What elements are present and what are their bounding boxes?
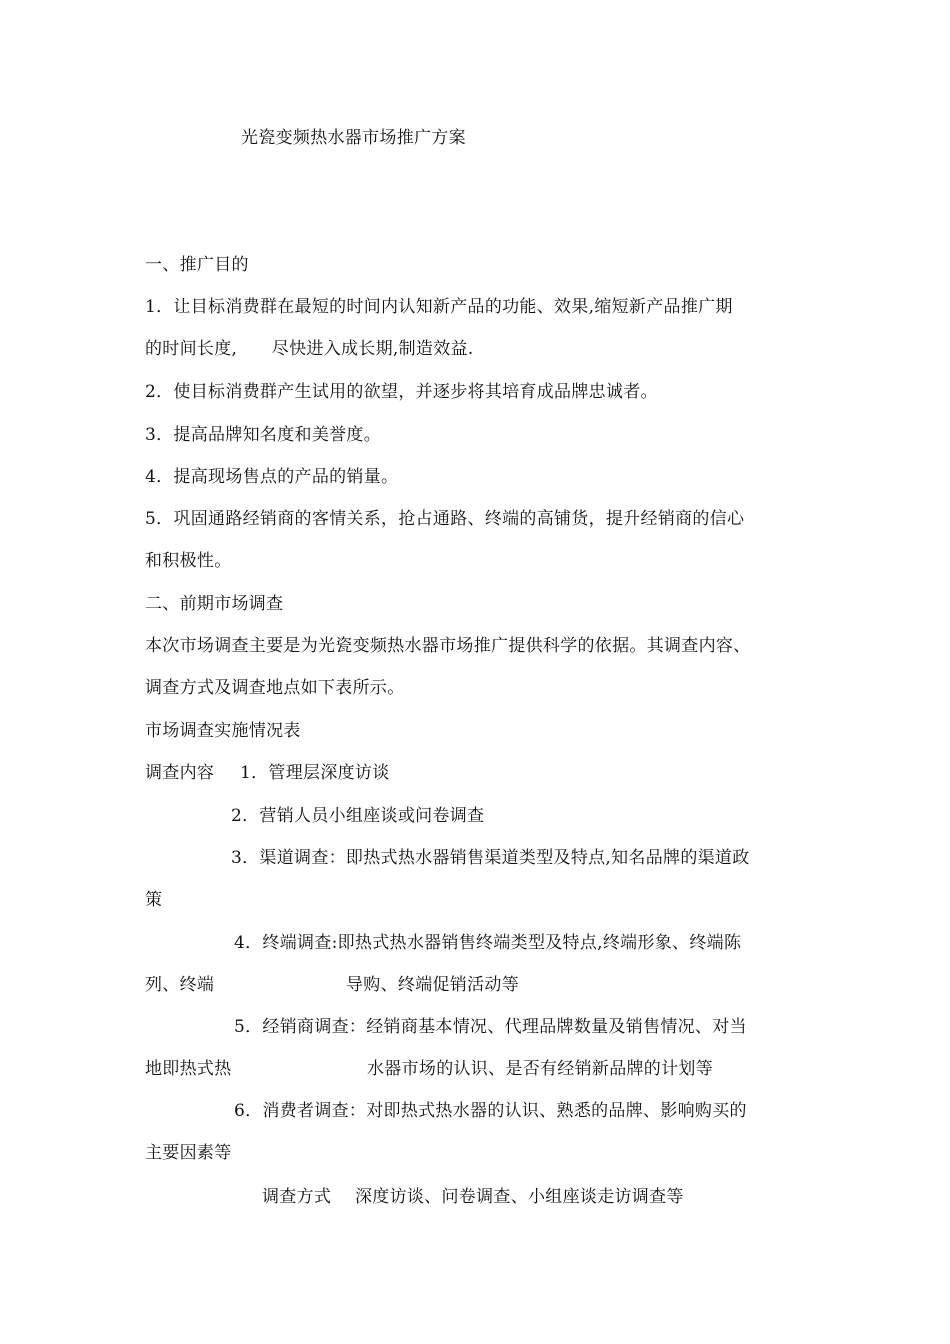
- survey-content-item-6-line-2: 主要因素等: [145, 1143, 232, 1163]
- survey-content-label: 调查内容: [145, 763, 215, 783]
- survey-content-item-3-line-1: 3．渠道调查：即热式热水器销售渠道类型及特点,知名品牌的渠道政: [231, 848, 750, 868]
- purpose-item-3: 3．提高品牌知名度和美誉度。: [145, 425, 382, 445]
- section-heading-survey: 二、前期市场调查: [145, 594, 284, 614]
- purpose-item-5-line-2: 和积极性。: [145, 551, 232, 571]
- survey-content-item-5-line-1: 5．经销商调查：经销商基本情况、代理品牌数量及销售情况、对当: [234, 1017, 747, 1037]
- document-title: 光瓷变频热水器市场推广方案: [241, 128, 466, 148]
- survey-table-title: 市场调查实施情况表: [145, 721, 301, 741]
- survey-method-value: 深度访谈、问卷调查、小组座谈走访调查等: [355, 1187, 684, 1207]
- section-heading-purpose: 一、推广目的: [145, 255, 249, 275]
- survey-intro-line-1: 本次市场调查主要是为光瓷变频热水器市场推广提供科学的依据。其调查内容、: [145, 636, 751, 656]
- survey-content-item-4-line-2b: 导购、终端促销活动等: [346, 975, 519, 995]
- survey-content-item-4-line-2a: 列、终端: [145, 975, 215, 995]
- purpose-item-4: 4．提高现场售点的产品的销量。: [145, 467, 399, 487]
- purpose-item-1-line-1: 1．让目标消费群在最短的时间内认知新产品的功能、效果,缩短新产品推广期: [145, 297, 733, 317]
- purpose-item-1-line-2: 的时间长度, 尽快进入成长期,制造效益.: [145, 339, 474, 359]
- survey-intro-line-2: 调查方式及调查地点如下表所示。: [145, 678, 405, 698]
- survey-content-item-1: 1．管理层深度访谈: [240, 763, 390, 783]
- survey-content-item-5-line-2b: 水器市场的认识、是否有经销新品牌的计划等: [367, 1059, 713, 1079]
- survey-content-item-4-line-1: 4．终端调查:即热式热水器销售终端类型及特点,终端形象、终端陈: [234, 933, 742, 953]
- survey-method-label: 调查方式: [262, 1187, 332, 1207]
- survey-content-item-5-line-2a: 地即热式热: [145, 1059, 232, 1079]
- purpose-item-2: 2．使目标消费群产生试用的欲望，并逐步将其培育成品牌忠诚者。: [145, 382, 658, 402]
- survey-content-item-6-line-1: 6．消费者调查：对即热式热水器的认识、熟悉的品牌、影响购买的: [234, 1101, 747, 1121]
- survey-content-item-2: 2．营销人员小组座谈或问卷调查: [231, 806, 485, 826]
- survey-content-item-3-line-2: 策: [145, 890, 163, 910]
- purpose-item-5-line-1: 5．巩固通路经销商的客情关系，抢占通路、终端的高铺货，提升经销商的信心: [145, 509, 745, 529]
